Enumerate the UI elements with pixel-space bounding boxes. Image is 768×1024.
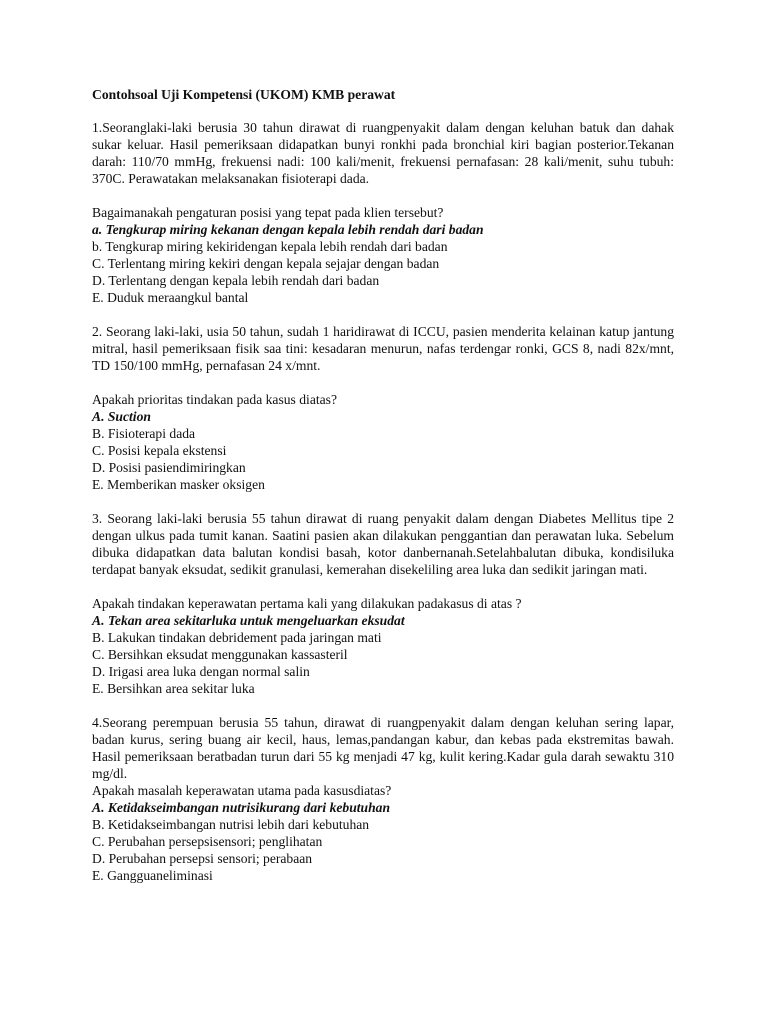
question-block-1 xyxy=(92,119,674,306)
options-list-3 xyxy=(92,612,674,697)
option-1c: C. Terlentang miring kekiri dengan kepala sejajar dengan badan xyxy=(92,256,440,271)
option-4d: D. Perubahan persepsi sensori; perabaan xyxy=(92,851,313,866)
options-list-4 xyxy=(92,799,674,884)
option-2d: D. Posisi pasiendimiringkan xyxy=(92,460,246,475)
option-4e: E. Gangguaneliminasi xyxy=(92,868,213,883)
option-1d: D. Terlentang dengan kepala lebih rendah dari badan xyxy=(92,273,380,288)
document-page xyxy=(92,86,674,901)
question-block-3 xyxy=(92,510,674,697)
option-1b: b. Tengkurap miring kekiridengan kepala lebih rendah dari badan xyxy=(92,239,448,254)
option-4c: C. Perubahan persepsisensori; penglihatan xyxy=(92,834,323,849)
option-3a: A. Tekan area sekitarluka untuk mengeluarkan eksudat xyxy=(92,613,405,628)
options-list-2 xyxy=(92,408,674,493)
option-2a: A. Suction xyxy=(92,409,151,424)
question-text-3: Apakah tindakan keperawatan pertama kali yang dilakukan padakasus di atas ? xyxy=(92,596,522,611)
option-3b: B. Lakukan tindakan debridement pada jaringan mati xyxy=(92,630,382,645)
document-title: Contohsoal Uji Kompetensi (UKOM) KMB perawat xyxy=(92,87,396,102)
options-list-1 xyxy=(92,221,674,306)
case-text-2: 2. Seorang laki-laki, usia 50 tahun, sudah 1 haridirawat di ICCU, pasien menderita kelainan katup jantung mitral, hasil pemeriksaan fisik saa tini: kesadaran menurun, nafas terdengar ronki, GCS 8, nadi 82x/mnt, TD 150/100 mmHg, pernafasan 24 x/mnt. xyxy=(92,324,674,373)
option-3c: C. Bersihkan eksudat menggunakan kassasteril xyxy=(92,647,348,662)
option-4b: B. Ketidakseimbangan nutrisi lebih dari kebutuhan xyxy=(92,817,370,832)
case-text-3: 3. Seorang laki-laki berusia 55 tahun dirawat di ruang penyakit dalam dengan Diabetes Mellitus tipe 2 dengan ulkus pada tumit kanan. Saatini pasien akan dilakukan penggantian dan perawatan luka. Sebelum dibuka didapatkan data balutan kondisi basah, kotor danbernanah.Setelahbalutan dibuka, kondisiluka terdapat banyak eksudat, sedikit granulasi, kemerahan disekeliling area luka dan sedikit jaringan mati. xyxy=(92,511,674,577)
option-2b: B. Fisioterapi dada xyxy=(92,426,196,441)
question-text-4: Apakah masalah keperawatan utama pada kasusdiatas? xyxy=(92,783,392,798)
option-1e: E. Duduk meraangkul bantal xyxy=(92,290,249,305)
option-4a: A. Ketidakseimbangan nutrisikurang dari kebutuhan xyxy=(92,800,391,815)
option-1a: a. Tengkurap miring kekanan dengan kepala lebih rendah dari badan xyxy=(92,222,484,237)
question-text-2: Apakah prioritas tindakan pada kasus diatas? xyxy=(92,392,337,407)
question-text-1: Bagaimanakah pengaturan posisi yang tepat pada klien tersebut? xyxy=(92,205,444,220)
case-text-4: 4.Seorang perempuan berusia 55 tahun, dirawat di ruangpenyakit dalam dengan keluhan sering lapar, badan kurus, sering buang air kecil, haus, lemas,pandangan kabur, dan kebas pada ekstremitas bawah. Hasil pemeriksaan beratbadan turun dari 55 kg menjadi 47 kg, kulit kering.Kadar gula darah sewaktu 310 mg/dl. xyxy=(92,715,674,781)
case-text-1: 1.Seoranglaki-laki berusia 30 tahun dirawat di ruangpenyakit dalam dengan keluhan batuk dan dahak sukar keluar. Hasil pemeriksaan didapatkan bunyi ronkhi pada bronchial kiri bagian posterior.Tekanan darah: 110/70 mmHg, frekuensi nadi: 100 kali/menit, frekuensi pernafasan: 28 kali/menit, suhu tubuh: 370C. Perawatakan melaksanakan fisioterapi dada. xyxy=(92,120,674,186)
question-block-4 xyxy=(92,714,674,884)
option-3e: E. Bersihkan area sekitar luka xyxy=(92,681,255,696)
question-block-2 xyxy=(92,323,674,493)
option-2e: E. Memberikan masker oksigen xyxy=(92,477,265,492)
option-2c: C. Posisi kepala ekstensi xyxy=(92,443,227,458)
option-3d: D. Irigasi area luka dengan normal salin xyxy=(92,664,310,679)
